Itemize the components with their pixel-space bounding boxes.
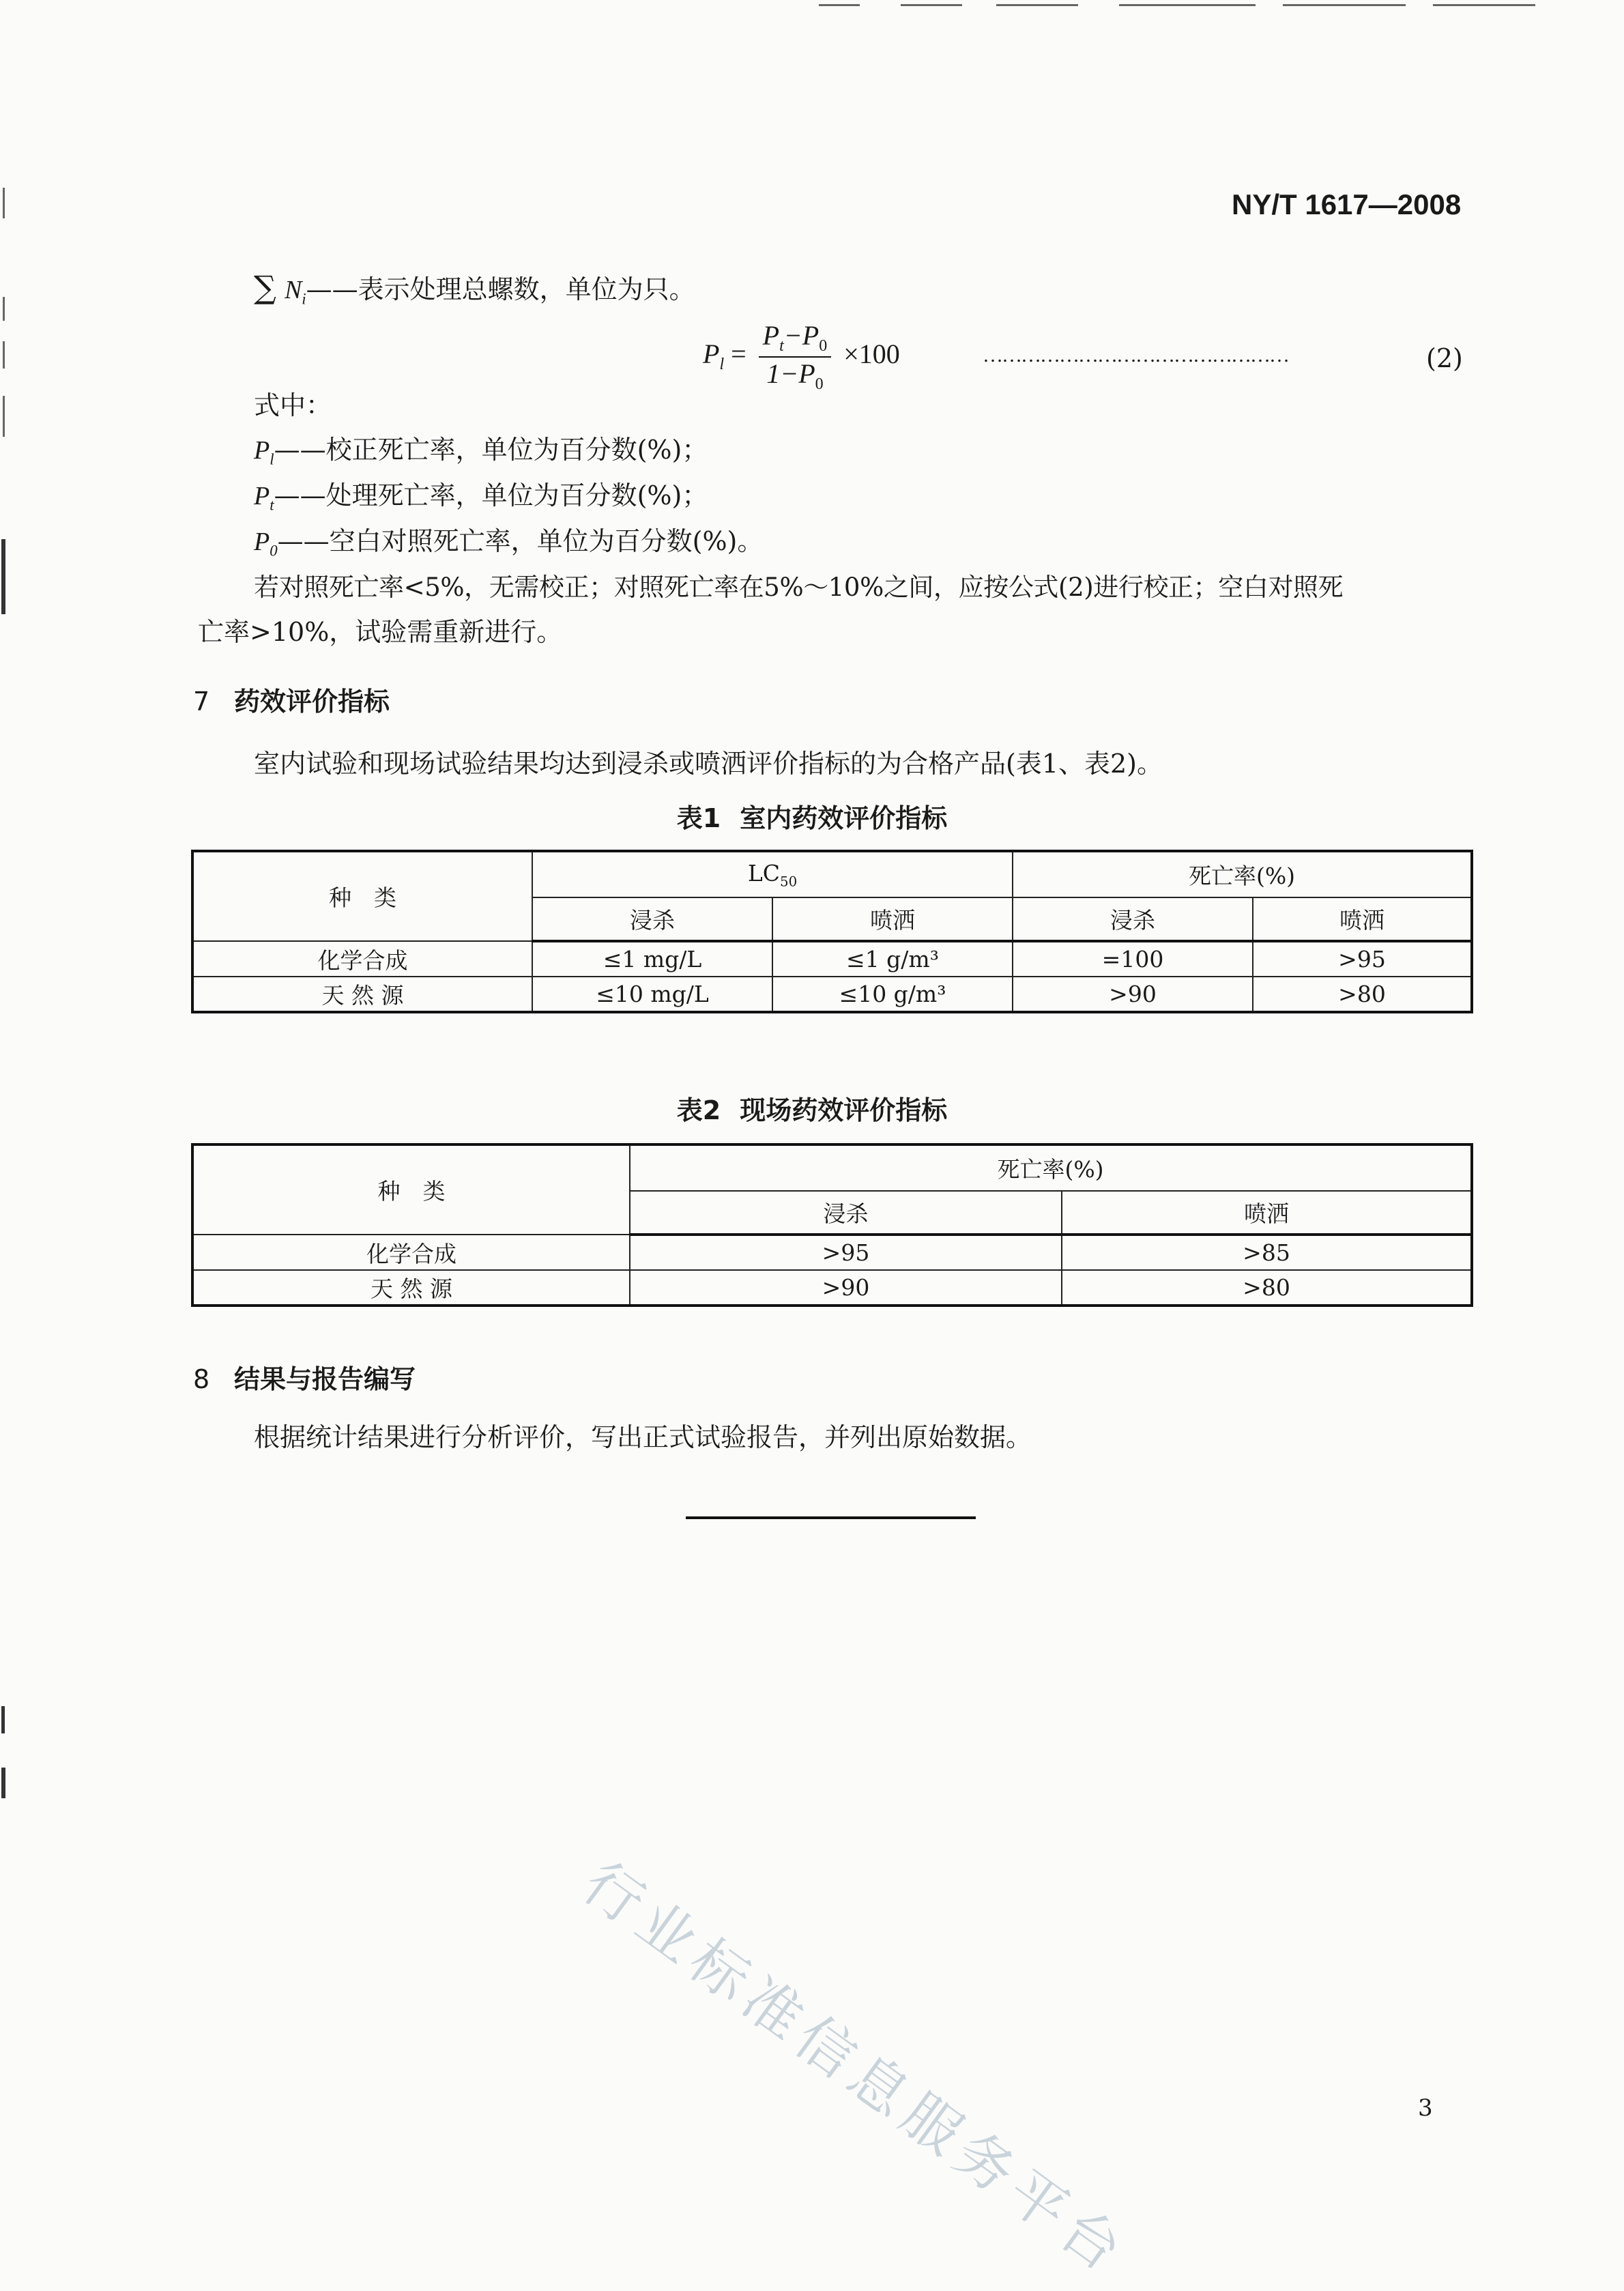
page-number: 3 <box>1418 2094 1433 2122</box>
definition-text: ——空白对照死亡率，单位为百分数(%)。 <box>277 526 764 556</box>
formula-leader-dots: ………………………………………… <box>983 344 1288 366</box>
section-title: 结果与报告编写 <box>234 1364 416 1394</box>
table-1-caption <box>0 797 1624 835</box>
table-cell: 化学合成 <box>192 1235 630 1270</box>
correction-note-line1: 若对照死亡率<5%，无需校正；对照死亡率在5%～10%之间，应按公式(2)进行校正；空白对照死 <box>254 573 1344 602</box>
table-header-mortality: 死亡率(%) <box>630 1144 1472 1191</box>
where-label: 式中： <box>254 390 332 420</box>
table-caption-number: 表2 <box>676 1095 721 1125</box>
scan-top-dash <box>819 4 860 6</box>
sum-definition <box>254 270 695 308</box>
standard-number: NY/T 1617—2008 <box>1232 188 1462 220</box>
table-row <box>192 1235 1472 1270</box>
end-rule <box>686 1516 976 1519</box>
scan-edge-mark <box>1 1768 5 1798</box>
table-1 <box>191 850 1473 1013</box>
sum-symbol: ∑ <box>254 269 276 306</box>
scan-edge-mark <box>1 539 5 614</box>
table-row <box>192 1270 1472 1306</box>
definition-text: ——校正死亡率，单位为百分数(%)； <box>274 435 708 465</box>
table-cell: 天 然 源 <box>192 977 532 1012</box>
definition-text: ——处理死亡率，单位为百分数(%)； <box>274 480 708 510</box>
definition-symbol: $P_l$ <box>254 436 274 468</box>
formula-times: ×100 <box>843 338 900 369</box>
scan-top-dash <box>996 4 1078 6</box>
table-cell: =100 <box>1013 941 1253 977</box>
table-header-spray: 喷洒 <box>1253 897 1472 941</box>
table-header-spray: 喷洒 <box>772 897 1013 941</box>
table-cell: >90 <box>630 1270 1062 1306</box>
table-cell: ≤1 g/m³ <box>772 941 1013 977</box>
table-header-type: 种 类 <box>192 1144 630 1235</box>
sum-definition-text: ——表示处理总螺数，单位为只。 <box>306 274 695 304</box>
scan-top-dash <box>1283 4 1406 6</box>
table-caption-title: 现场药效评价指标 <box>740 1095 948 1125</box>
table-caption-title: 室内药效评价指标 <box>740 803 948 833</box>
scan-top-dash <box>1119 4 1256 6</box>
table-cell: >95 <box>1253 941 1472 977</box>
table-cell: ≤10 mg/L <box>532 977 772 1012</box>
table-header-spray: 喷洒 <box>1062 1191 1472 1235</box>
table-cell: ≤1 mg/L <box>532 941 772 977</box>
formula-numerator: $P_t-P_0$ <box>759 319 832 358</box>
formula-lhs: $P_l$ <box>703 338 725 373</box>
scan-edge-mark <box>3 297 5 321</box>
table-row <box>192 941 1472 977</box>
table-cell: >95 <box>630 1235 1062 1270</box>
table-cell: ≤10 g/m³ <box>772 977 1013 1012</box>
section-title: 药效评价指标 <box>234 687 390 717</box>
table-header-type: 种 类 <box>192 851 532 941</box>
scan-top-dash <box>1433 4 1535 6</box>
section-7-paragraph: 室内试验和现场试验结果均达到浸杀或喷洒评价指标的为合格产品(表1、表2)。 <box>254 749 1163 779</box>
formula-2 <box>703 319 900 394</box>
table-header-dip: 浸杀 <box>532 897 772 941</box>
scan-edge-mark <box>1 1706 5 1733</box>
section-number: 8 <box>193 1364 210 1394</box>
scan-edge-mark <box>3 396 5 437</box>
table-caption-number: 表1 <box>676 803 721 833</box>
table-header-dip: 浸杀 <box>1013 897 1253 941</box>
table-header-mortality: 死亡率(%) <box>1013 851 1472 897</box>
section-number: 7 <box>193 687 210 717</box>
table-row <box>192 977 1472 1012</box>
definition-symbol: $P_t$ <box>254 482 274 514</box>
table-header-dip: 浸杀 <box>630 1191 1062 1235</box>
formula-number: (2) <box>1426 343 1463 373</box>
watermark: 行业标准信息服务平台 <box>570 1849 1141 2289</box>
table-cell: >85 <box>1062 1235 1472 1270</box>
definition-item <box>254 435 708 469</box>
definition-item <box>254 527 763 560</box>
definition-item <box>254 481 708 515</box>
section-8-heading <box>193 1358 416 1396</box>
formula-equals: = <box>731 338 746 369</box>
scan-edge-mark <box>3 188 5 218</box>
table-cell: >90 <box>1013 977 1253 1012</box>
formula-fraction <box>759 319 832 394</box>
table-cell: >80 <box>1253 977 1472 1012</box>
scan-edge-mark <box>3 341 5 369</box>
table-2 <box>191 1143 1473 1307</box>
section-7-heading <box>193 680 390 718</box>
correction-note-line2: 亡率>10%，试验需重新进行。 <box>198 617 563 647</box>
table-cell: 天 然 源 <box>192 1270 630 1306</box>
table-cell: >80 <box>1062 1270 1472 1306</box>
formula-denominator: $1-P_0$ <box>766 358 824 393</box>
table-2-caption <box>0 1089 1624 1127</box>
section-8-paragraph: 根据统计结果进行分析评价，写出正式试验报告，并列出原始数据。 <box>254 1422 1032 1452</box>
scan-top-dash <box>901 4 962 6</box>
definition-symbol: $P_0$ <box>254 528 278 560</box>
table-header-lc50: $LC_{50}$ <box>532 851 1013 897</box>
sum-variable: $N_i$ <box>284 276 306 308</box>
table-cell: 化学合成 <box>192 941 532 977</box>
